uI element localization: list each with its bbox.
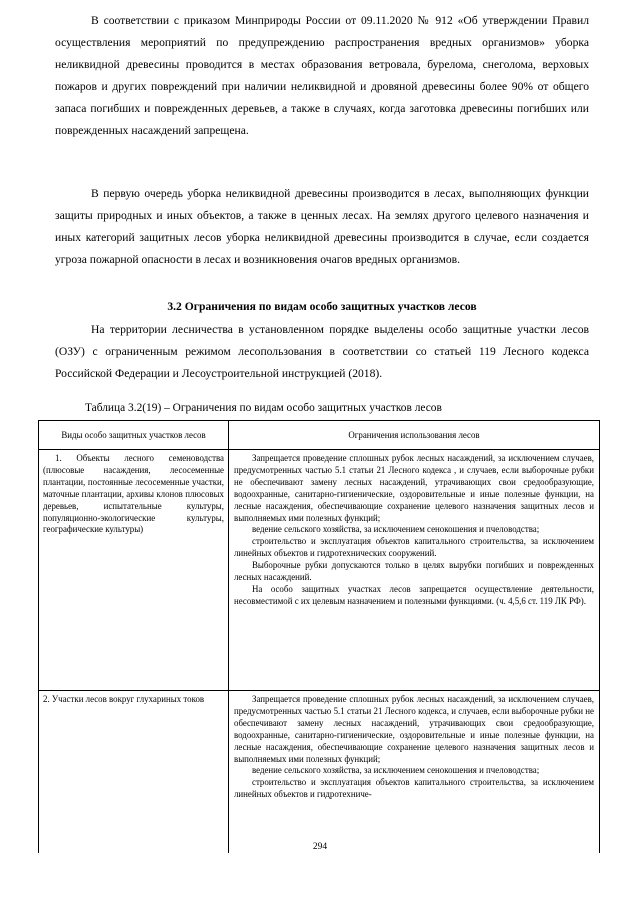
table-row xyxy=(39,450,600,691)
restriction-item: ведение сельского хозяйства, за исключением сенокошения и пчеловодства; xyxy=(252,765,540,776)
restriction-item: ведение сельского хозяйства, за исключением сенокошения и пчеловодства; xyxy=(252,524,540,535)
table-caption: Таблица 3.2(19) – Ограничения по видам особо защитных участков лесов xyxy=(85,402,442,414)
paragraph-1: В соответствии с приказом Минприроды России от 09.11.2020 № 912 «Об утверждении Правил осуществления мероприятий по предупреждению распространения вредных организмов» уборка неликвидной древесины проводится в местах образования ветровала, бурелома, снеголома, верховых пожаров и других повреждений при наличии неликвидной и дровяной древесины более 90% от общего запаса погибших и поврежденных деревьев, а также в случаях, когда заготовка древесины погибших или поврежденных насаждений запрещена. xyxy=(55,14,589,137)
row-kind-text: 1. Объекты лесного семеноводства (плюсовые насаждения, лесосеменные плантации, постоянные лесосеменные участки, маточные плантации, архивы клонов плюсовых деревьев, испытательные культуры, популяционно-экологические культуры, географические культуры) xyxy=(43,453,224,535)
header-restrictions: Ограничения использования лесов xyxy=(229,421,600,450)
row-restrictions-cell xyxy=(229,691,600,854)
paragraph-2: В первую очередь уборка неликвидной древесины производится в лесах, выполняющих функции защиты природных и иных объектов, а также в ценных лесах. На землях другого целевого назначения и иных категорий защитных лесов уборка неликвидной древесины производится в случае, если создается угроза пожарной опасности в лесах и возникновения очагов вредных организмов. xyxy=(55,187,589,266)
row-kind-cell xyxy=(39,450,229,691)
restriction-item: На особо защитных участках лесов запрещается осуществление деятельности, несовместимой с их целевым назначением и полезными функциями. (ч. 4,5,6 ст. 119 ЛК РФ). xyxy=(234,583,594,606)
restriction-item: строительство и эксплуатация объектов капитального строительства, за исключением линейных объектов и гидротехнических сооружений. xyxy=(234,536,594,559)
table-row xyxy=(39,691,600,854)
page-number: 294 xyxy=(312,842,328,852)
restriction-item: Выборочные рубки допускаются только в целях вырубки погибших и поврежденных лесных насаждений. xyxy=(234,560,594,583)
restriction-item: Запрещается проведение сплошных рубок лесных насаждений, за исключением случаев, предусмотренных частью 5.1 статьи 21 Лесного кодекса, и случаев, если выборочные рубки не обеспечивают замену лесных насаждений, утрачивающих свои средообразующие, водоохранные, санитарно-гигиенические, оздоровительные и иные полезные функции, на лесные насаждения, обеспечивающие сохранение целевого назначения защитных лесов и выполняемых ими полезных функций; xyxy=(234,694,594,764)
restrictions-table xyxy=(38,420,600,853)
restriction-item: Запрещается проведение сплошных рубок лесных насаждений, за исключением случаев, предусмотренных частью 5.1 статьи 21 Лесного кодекса , и случаев, если выборочные рубки не обеспечивают замену лесных насаждений, утрачивающих свои средообразующие, водоохранные, санитарно-гигиенические, оздоровительные и иные полезные функции, на лесные насаждения, обеспечивающие сохранение целевого назначения защитных лесов и выполняемых ими полезных функций; xyxy=(234,453,594,523)
restriction-item: строительство и эксплуатация объектов капитального строительства, за исключением линейных объектов и гидротехниче- xyxy=(234,777,594,800)
table-header-row xyxy=(39,421,600,450)
header-kinds: Виды особо защитных участков лесов xyxy=(39,421,229,450)
row-kind-cell xyxy=(39,691,229,854)
row-restrictions-cell xyxy=(229,450,600,691)
section-heading: 3.2 Ограничения по видам особо защитных участков лесов xyxy=(167,300,477,313)
paragraph-3: На территории лесничества в установленном порядке выделены особо защитные участки лесов (ОЗУ) с ограниченным режимом лесопользования в соответствии со статьей 119 Лесного кодекса Российской Федерации и Лесоустроительной инструкцией (2018). xyxy=(55,323,589,380)
row-kind-text: 2. Участки лесов вокруг глухариных токов xyxy=(43,694,205,704)
